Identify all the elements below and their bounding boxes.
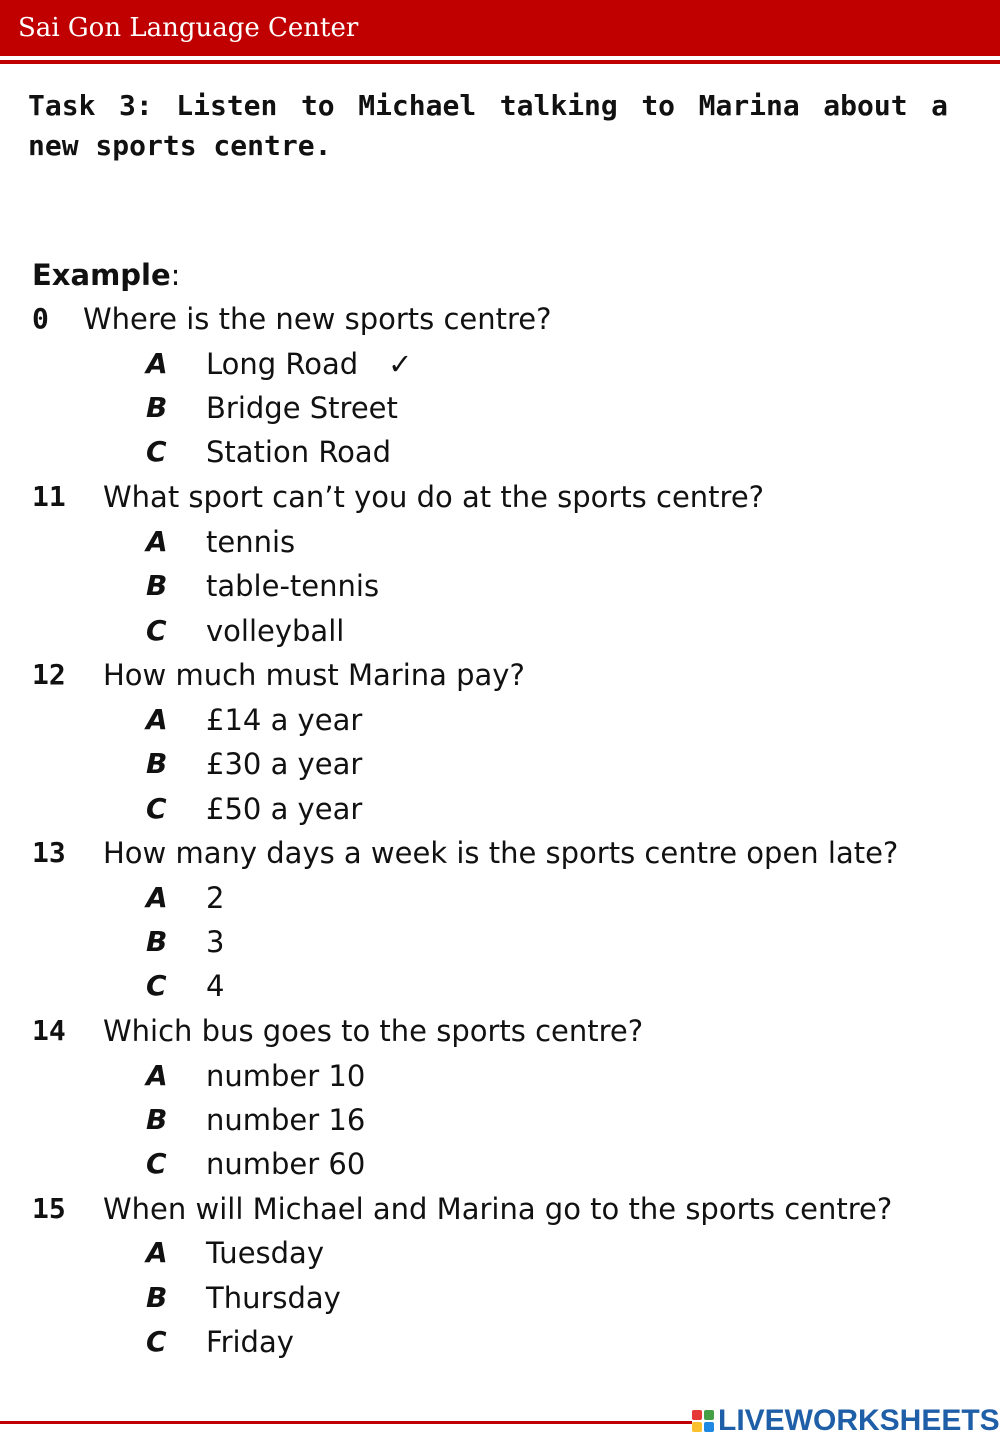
option-text: table-tennis (206, 569, 380, 603)
option-text: £50 a year (206, 792, 363, 826)
example-label: Example (32, 258, 171, 292)
option-letter: A (146, 347, 168, 380)
question-text: Which bus goes to the sports centre? (103, 1014, 644, 1048)
question-number: 13 (32, 836, 66, 869)
option-letter: A (146, 703, 168, 736)
option-letter: C (146, 1325, 167, 1358)
question-text: When will Michael and Marina go to the sports centre? (103, 1192, 893, 1226)
option-text: 3 (206, 925, 225, 959)
header-bar (0, 0, 1000, 56)
option-letter: C (146, 792, 167, 825)
question-number: 0 (32, 302, 49, 335)
option-text: number 16 (206, 1103, 366, 1137)
option-text: Thursday (206, 1281, 341, 1315)
option-letter: A (146, 881, 168, 914)
example-colon: : (170, 258, 181, 292)
option-text: £30 a year (206, 747, 363, 781)
task-instruction: Task 3: Listen to Michael talking to Marina about a new sports centre. (28, 89, 948, 162)
logo-square-yellow (692, 1422, 702, 1432)
option-letter: B (146, 1103, 168, 1136)
logo-square-red (692, 1410, 702, 1420)
option-letter: B (146, 391, 168, 424)
option-text: 4 (206, 969, 225, 1003)
option-letter: C (146, 1147, 167, 1180)
option-text: Tuesday (206, 1236, 324, 1270)
logo-square-green (704, 1410, 714, 1420)
option-letter: B (146, 747, 168, 780)
question-text: How much must Marina pay? (103, 658, 525, 692)
check-mark-icon: ✓ (388, 347, 413, 381)
option-text (206, 342, 412, 386)
option-text: £14 a year (206, 703, 363, 737)
question-number: 11 (32, 480, 66, 513)
question-number: 15 (32, 1192, 66, 1225)
option-letter: C (146, 435, 167, 468)
option-letter: C (146, 614, 167, 647)
header-divider (0, 60, 1000, 64)
header-title: Sai Gon Language Center (18, 13, 359, 43)
liveworksheets-brand-text: LIVEWORKSHEETS (718, 1404, 1000, 1437)
option-letter: A (146, 1059, 168, 1092)
option-letter: B (146, 925, 168, 958)
option-text: number 10 (206, 1059, 366, 1093)
option-text: 2 (206, 881, 225, 915)
option-letter: C (146, 969, 167, 1002)
option-text: Station Road (206, 435, 392, 469)
option-letter: A (146, 525, 168, 558)
option-letter: A (146, 1236, 168, 1269)
question-number: 12 (32, 658, 66, 691)
question-number: 14 (32, 1014, 66, 1047)
option-text: tennis (206, 525, 296, 559)
liveworksheets-logo[interactable] (692, 1404, 1000, 1438)
option-letter: B (146, 1281, 168, 1314)
option-letter: B (146, 569, 168, 602)
liveworksheets-logo-icon (692, 1410, 714, 1432)
option-text: number 60 (206, 1147, 366, 1181)
option-text: volleyball (206, 614, 345, 648)
example-heading (32, 255, 180, 295)
option-label: Long Road (206, 347, 359, 381)
question-text: What sport can’t you do at the sports centre? (103, 480, 765, 514)
question-text: Where is the new sports centre? (83, 302, 552, 336)
option-text: Friday (206, 1325, 294, 1359)
question-text: How many days a week is the sports centre open late? (103, 836, 899, 870)
option-text: Bridge Street (206, 391, 398, 425)
logo-square-blue (704, 1422, 714, 1432)
